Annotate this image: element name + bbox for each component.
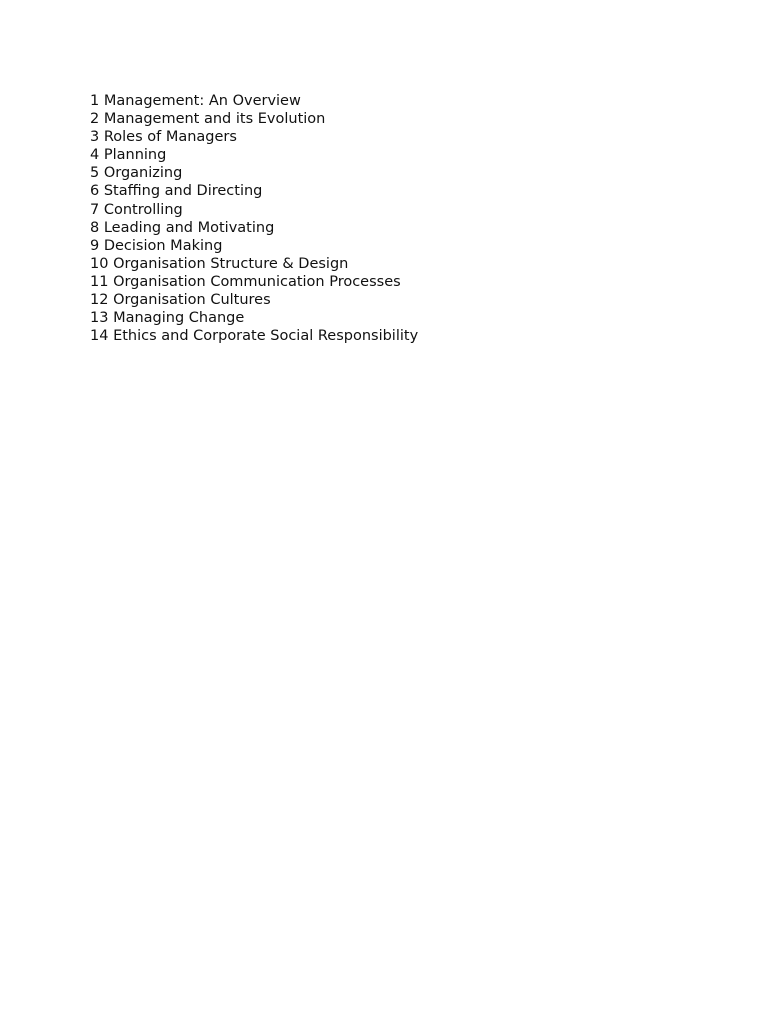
chapter-number: 3 <box>90 129 100 146</box>
chapter-title: Managing Change <box>113 310 245 327</box>
list-item <box>90 92 418 110</box>
chapter-number: 10 <box>90 255 109 272</box>
chapter-number: 11 <box>90 273 109 290</box>
table-of-contents <box>90 92 418 345</box>
chapter-title: Ethics and Corporate Social Responsibility <box>113 328 419 345</box>
list-item <box>90 309 418 327</box>
chapter-number: 1 <box>90 93 100 109</box>
chapter-title: Decision Making <box>103 237 223 254</box>
chapter-number: 9 <box>90 237 100 254</box>
chapter-title: Roles of Managers <box>103 129 237 146</box>
list-item <box>90 146 418 164</box>
chapter-number: 4 <box>90 147 100 164</box>
chapter-title: Planning <box>103 147 167 164</box>
list-item <box>90 128 418 146</box>
chapter-title: Controlling <box>103 201 183 218</box>
chapter-title: Organizing <box>103 165 183 182</box>
chapter-title: Management: An Overview <box>103 93 301 109</box>
list-item <box>90 237 418 255</box>
list-item <box>90 219 418 237</box>
chapter-number: 2 <box>90 111 100 128</box>
list-item <box>90 110 418 128</box>
chapter-title: Organisation Cultures <box>113 292 271 309</box>
chapter-title: Management and its Evolution <box>103 111 326 128</box>
chapter-number: 8 <box>90 219 100 236</box>
list-item <box>90 201 418 219</box>
chapter-number: 13 <box>90 310 109 327</box>
list-item <box>90 291 418 309</box>
chapter-title: Organisation Communication Processes <box>113 273 401 290</box>
chapter-title: Organisation Structure & Design <box>113 255 349 272</box>
list-item <box>90 182 418 200</box>
chapter-number: 12 <box>90 292 109 309</box>
list-item <box>90 164 418 182</box>
chapter-title: Leading and Motivating <box>103 219 275 236</box>
chapter-number: 7 <box>90 201 100 218</box>
chapter-title: Staffing and Directing <box>103 183 263 200</box>
list-item <box>90 255 418 273</box>
chapter-number: 14 <box>90 328 109 345</box>
chapter-number: 5 <box>90 165 100 182</box>
list-item <box>90 327 418 345</box>
list-item <box>90 273 418 291</box>
chapter-number: 6 <box>90 183 100 200</box>
